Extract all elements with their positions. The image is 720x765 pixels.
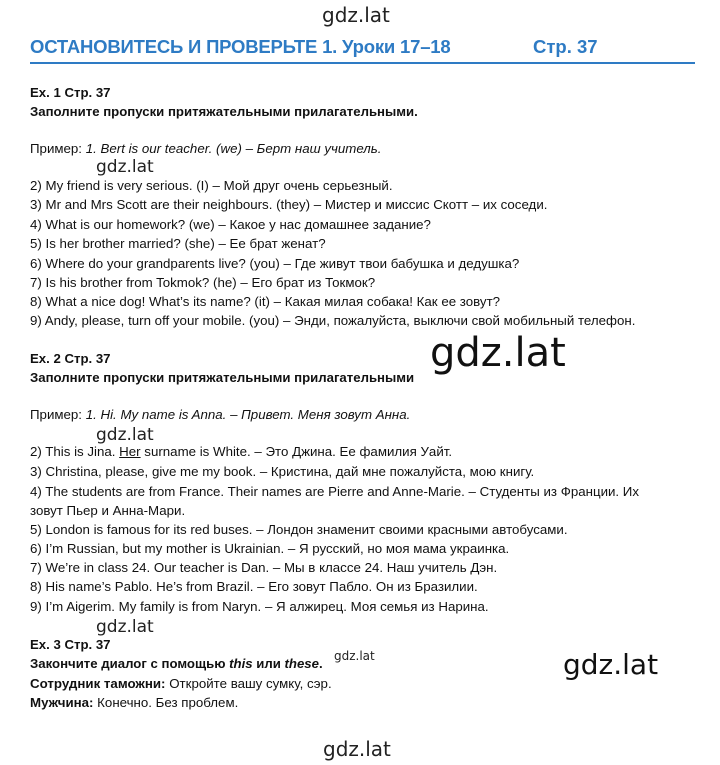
- example-label: Пример:: [30, 141, 83, 156]
- line-text: 2) This is Jina.: [30, 444, 120, 459]
- example-text: 1. Bert is our teacher. (we) – Берт наш учитель.: [85, 141, 382, 156]
- example-label: Пример:: [30, 407, 83, 422]
- speaker: Мужчина:: [30, 695, 94, 710]
- ex1-task: Заполните пропуски притяжательными прилагательными.: [30, 104, 418, 119]
- ex1-line: 3) Mr and Mrs Scott are their neighbours. (they) – Мистер и миссис Скотт – их соседи.: [30, 197, 548, 212]
- ex1-line: 5) Is her brother married? (she) – Ее брат женат?: [30, 236, 326, 251]
- line-text: surname is White. – Это Джина. Ее фамилия Уайт.: [140, 444, 453, 459]
- ex3-task: [30, 656, 323, 671]
- ex2-line: 3) Christina, please, give me my book. – Кристина, дай мне пожалуйста, мою книгу.: [30, 464, 535, 479]
- ex1-line: 4) What is our homework? (we) – Какое у нас домашнее задание?: [30, 217, 431, 232]
- watermark-bottom: gdz.lat: [323, 737, 391, 761]
- ex2-line: 9) I’m Aigerim. My family is from Naryn. – Я алжирец. Моя семья из Нарина.: [30, 599, 489, 614]
- ex2-line: 6) I’m Russian, but my mother is Ukrainian. – Я русский, но моя мама украинка.: [30, 541, 510, 556]
- ex2-line: [30, 444, 452, 459]
- ex1-heading: Ex. 1 Стр. 37: [30, 85, 111, 100]
- page-title: ОСТАНОВИТЕСЬ И ПРОВЕРЬТЕ 1. Уроки 17–18: [30, 36, 451, 57]
- ex1-example: [30, 141, 381, 156]
- watermark-small: gdz.lat: [96, 157, 154, 177]
- dialog-text: Конечно. Без проблем.: [93, 695, 239, 710]
- ex2-task: Заполните пропуски притяжательными прилагательными: [30, 370, 415, 385]
- ex1-line: 8) What a nice dog! What’s its name? (it) – Какая милая собака! Как ее зовут?: [30, 294, 501, 309]
- watermark-big: gdz.lat: [430, 330, 566, 376]
- task-text: Закончите диалог с помощью: [30, 656, 230, 671]
- task-text: .: [318, 656, 323, 671]
- underlined-answer: Her: [119, 444, 141, 459]
- ex1-line: 2) My friend is very serious. (I) – Мой друг очень серьезный.: [30, 178, 393, 193]
- watermark-small: gdz.lat: [334, 649, 375, 663]
- dialog-line: [30, 676, 332, 691]
- ex2-example: [30, 407, 410, 422]
- ex2-line: зовут Пьер и Анна-Мари.: [30, 503, 186, 518]
- speaker: Сотрудник таможни:: [30, 676, 166, 691]
- ex2-line: 8) His name’s Pablo. He’s from Brazil. – Его зовут Пабло. Он из Бразилии.: [30, 579, 478, 594]
- watermark-small: gdz.lat: [96, 617, 154, 637]
- page-number: Стр. 37: [533, 36, 598, 57]
- task-word: this: [229, 656, 253, 671]
- header-rule: [30, 62, 695, 64]
- ex1-line: 6) Where do your grandparents live? (you) – Где живут твои бабушка и дедушка?: [30, 256, 520, 271]
- dialog-line: [30, 695, 238, 710]
- ex3-heading: Ex. 3 Стр. 37: [30, 637, 111, 652]
- task-word: these: [284, 656, 319, 671]
- ex2-heading: Ex. 2 Стр. 37: [30, 351, 111, 366]
- watermark-small: gdz.lat: [96, 425, 154, 445]
- example-text: 1. Hi. My name is Anna. – Привет. Меня зовут Анна.: [85, 407, 411, 422]
- ex2-line: 5) London is famous for its red buses. – Лондон знаменит своими красными автобусами.: [30, 522, 568, 537]
- ex1-line: 7) Is his brother from Tokmok? (he) – Его брат из Токмок?: [30, 275, 376, 290]
- watermark-top: gdz.lat: [322, 3, 390, 27]
- watermark-big: gdz.lat: [563, 648, 659, 681]
- ex2-line: 4) The students are from France. Their names are Pierre and Anne-Marie. – Студенты из Франции. Их: [30, 484, 640, 499]
- dialog-text: Откройте вашу сумку, сэр.: [165, 676, 332, 691]
- ex2-line: 7) We’re in class 24. Our teacher is Dan. – Мы в классе 24. Наш учитель Дэн.: [30, 560, 498, 575]
- task-text: или: [252, 656, 285, 671]
- ex1-line: 9) Andy, please, turn off your mobile. (you) – Энди, пожалуйста, выключи свой мобильный телефон.: [30, 313, 636, 328]
